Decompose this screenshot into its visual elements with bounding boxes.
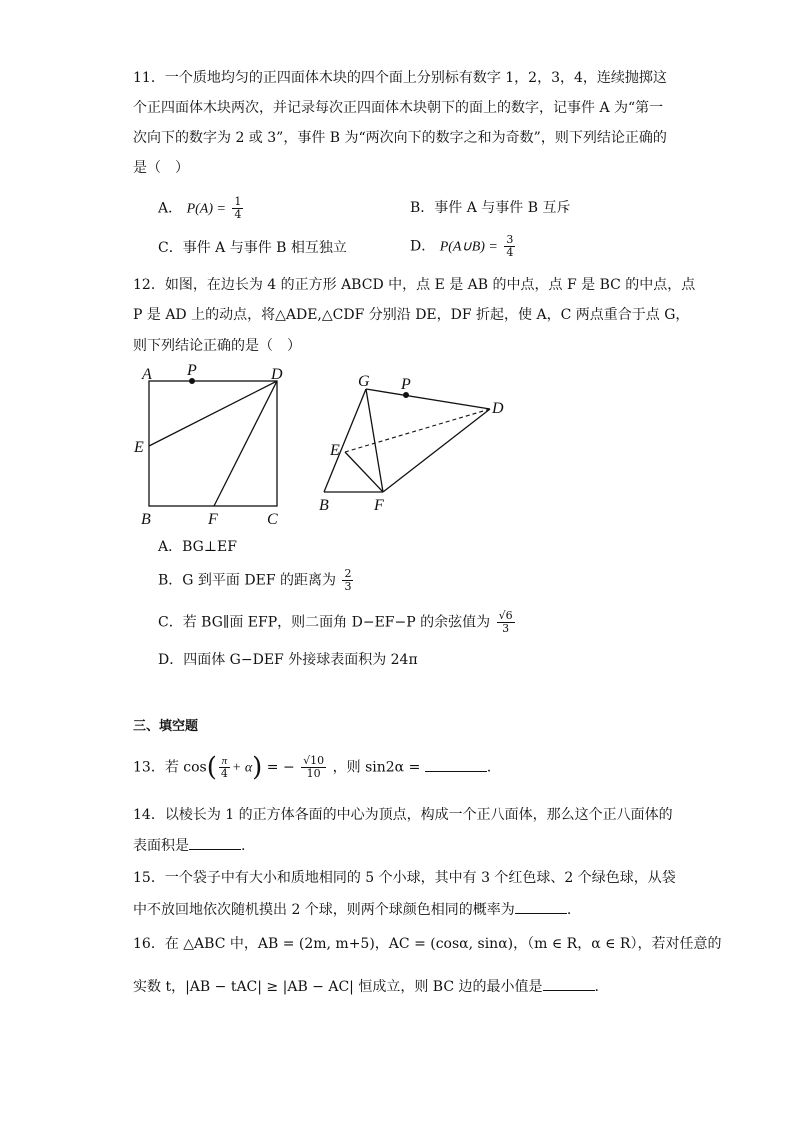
fraction-numerator: 3 [506, 233, 514, 246]
q14-line1: 14．以棱长为 1 的正方体各面的中心为顶点，构成一个正八面体，那么这个正八面体的 [133, 807, 673, 823]
label-b: B [319, 497, 329, 514]
q11-option-c: C．事件 A 与事件 B 相互独立 [158, 240, 347, 256]
label-a: A [142, 366, 152, 383]
q13-answer-blank[interactable] [425, 757, 487, 772]
paren-close: ) [252, 752, 263, 783]
q12-option-c-fraction [497, 610, 515, 635]
q12-option-b-fraction [342, 568, 353, 593]
q12-option-a: A．BG⊥EF [158, 539, 237, 555]
label-e: E [134, 439, 144, 456]
q13-end: . [486, 759, 492, 776]
fraction-denominator: 4 [506, 246, 514, 259]
segment-fd [214, 381, 277, 506]
edge-bg [324, 389, 366, 492]
q12-option-b-text: B．G 到平面 DEF 的距离为 [158, 572, 336, 589]
fraction-denominator: 3 [502, 622, 510, 635]
figure-tetrahedron [310, 368, 520, 518]
label-g: G [358, 373, 370, 390]
q12-line1: 12．如图，在边长为 4 的正方形 ABCD 中，点 E 是 AB 的中点，点 F 是 BC 的中点，点 [133, 277, 696, 293]
label-e: E [330, 442, 340, 459]
q13-line [133, 752, 492, 783]
q14-text: 表面积是 [133, 838, 189, 854]
fraction-numerator: 2 [344, 567, 352, 580]
paren-open: ( [206, 752, 217, 783]
q11-line2: 个正四面体木块两次，并记录每次正四面体木块朝下的面上的数字，记事件 A 为“第一 [133, 100, 664, 116]
label-p: P [401, 376, 411, 393]
q11-option-a-fraction [232, 196, 243, 221]
q15-line2 [133, 899, 571, 920]
label-b: B [141, 511, 151, 528]
q15-text: 中不放回地依次随机摸出 2 个球，则两个球颜色相同的概率为 [133, 902, 515, 918]
label-p: P [187, 362, 197, 379]
q11-line3: 次向下的数字为 2 或 3”，事件 B 为“两次向下的数字之和为奇数”，则下列结论正确的 [133, 130, 667, 146]
q11-option-b: B．事件 A 与事件 B 互斥 [410, 200, 571, 216]
edge-fd [383, 409, 490, 492]
q11-option-a [158, 196, 245, 221]
label-d: D [271, 366, 283, 383]
edge-gd [366, 389, 490, 409]
square-outline [149, 381, 277, 506]
q11-option-d [410, 234, 517, 259]
q15-end: . [566, 902, 572, 918]
q16-end: . [594, 979, 599, 995]
fraction-numerator: √6 [498, 609, 513, 622]
q12-line3: 则下列结论正确的是（ ） [133, 338, 301, 354]
segment-ed [149, 381, 277, 446]
q13-prefix: 13．若 cos [133, 759, 207, 776]
q11-line4: 是（ ） [133, 160, 189, 176]
q11-option-a-expr: P(A) = [186, 201, 226, 217]
q13-rhs-fraction [301, 755, 326, 780]
q13-inner-plus: + α [231, 760, 253, 776]
figure-square-abcd [128, 360, 298, 532]
label-c: C [267, 511, 278, 528]
q11-option-d-label: D． [410, 238, 436, 255]
q14-line2 [133, 835, 245, 856]
q12-option-d: D．四面体 G−DEF 外接球表面积为 24π [158, 652, 418, 668]
q11-option-a-label: A． [158, 200, 183, 217]
q13-inner-fraction [219, 755, 230, 780]
q11-option-d-fraction [504, 234, 515, 259]
q13-post: ，则 sin2α = [332, 759, 421, 776]
edge-ed-hidden [345, 409, 490, 452]
fraction-denominator: 3 [344, 580, 352, 593]
q12-option-c [158, 610, 517, 635]
label-f: F [208, 511, 218, 528]
q11-option-d-expr: P(A∪B) = [439, 239, 498, 255]
fraction-denominator: 4 [220, 767, 228, 780]
q14-answer-blank[interactable] [189, 835, 241, 850]
section-heading-fill-in: 三、填空题 [133, 719, 199, 734]
q12-option-c-text: C．若 BG∥面 EFP，则二面角 D−EF−P 的余弦值为 [158, 614, 491, 631]
q15-line1: 15．一个袋子中有大小和质地相同的 5 个小球，其中有 3 个红色球、2 个绿色球，从袋 [133, 870, 676, 886]
label-d: D [492, 400, 504, 417]
fraction-numerator: π [219, 755, 230, 768]
q16-line2 [133, 976, 599, 997]
fraction-numerator: 1 [234, 195, 242, 208]
label-f: F [374, 497, 384, 514]
q14-end: . [241, 838, 246, 854]
q13-equals: = − [266, 759, 295, 776]
q16-line1: 16．在 △ABC 中，AB = (2m, m+5)，AC = (cosα, sinα)，（m ∈ R，α ∈ R），若对任意的 [133, 936, 722, 952]
q15-answer-blank[interactable] [515, 899, 567, 914]
q16-answer-blank[interactable] [543, 976, 595, 991]
q12-option-b [158, 568, 355, 593]
q12-line2: P 是 AD 上的动点，将△ADE,△CDF 分别沿 DE，DF 折起，使 A，C 两点重合于点 G， [133, 307, 690, 323]
fraction-numerator: √10 [303, 754, 325, 767]
fraction-denominator: 4 [234, 208, 242, 221]
q16-text: 实数 t，|AB − tAC| ≥ |AB − AC| 恒成立，则 BC 边的最小值是 [133, 979, 543, 995]
fraction-denominator: 10 [306, 767, 321, 780]
q11-line1: 11．一个质地均匀的正四面体木块的四个面上分别标有数字 1，2，3，4，连续抛掷这 [133, 70, 667, 86]
